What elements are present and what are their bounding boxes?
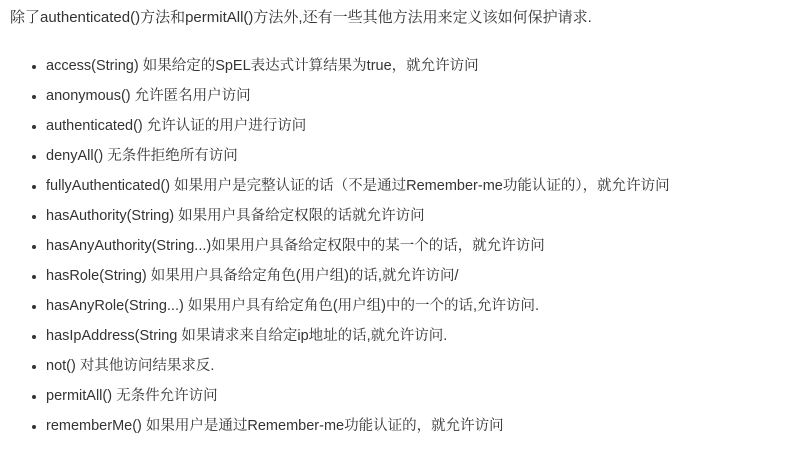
method-item-permitall: • permitAll() 无条件允许访问 xyxy=(46,381,790,411)
method-item-rememberme: • rememberMe() 如果用户是通过Remember-me功能认证的，就允许访问 xyxy=(46,411,790,441)
method-item-hasanyrole: • hasAnyRole(String...) 如果用户具有给定角色(用户组)中的一个的话,允许访问. xyxy=(46,291,790,321)
method-item-hasrole: • hasRole(String) 如果用户具备给定角色(用户组)的话,就允许访问/ xyxy=(46,261,790,291)
methods-list xyxy=(0,51,790,441)
method-item-fullyauthenticated: • fullyAuthenticated() 如果用户是完整认证的话（不是通过Remember-me功能认证的），就允许访问 xyxy=(46,171,790,201)
method-item-access: • access(String) 如果给定的SpEL表达式计算结果为true，就允许访问 xyxy=(46,51,790,81)
method-item-not: • not() 对其他访问结果求反. xyxy=(46,351,790,381)
method-item-hasanyauthority: • hasAnyAuthority(String...)如果用户具备给定权限中的某一个的话，就允许访问 xyxy=(46,231,790,261)
intro-paragraph: 除了authenticated()方法和permitAll()方法外,还有一些其他方法用来定义该如何保护请求. xyxy=(10,9,592,26)
method-item-hasipaddress: • hasIpAddress(String 如果请求来自给定ip地址的话,就允许访问. xyxy=(46,321,790,351)
method-item-authenticated: • authenticated() 允许认证的用户进行访问 xyxy=(46,111,790,141)
method-item-hasauthority: • hasAuthority(String) 如果用户具备给定权限的话就允许访问 xyxy=(46,201,790,231)
method-item-denyall: • denyAll() 无条件拒绝所有访问 xyxy=(46,141,790,171)
method-item-anonymous: • anonymous() 允许匿名用户访问 xyxy=(46,81,790,111)
